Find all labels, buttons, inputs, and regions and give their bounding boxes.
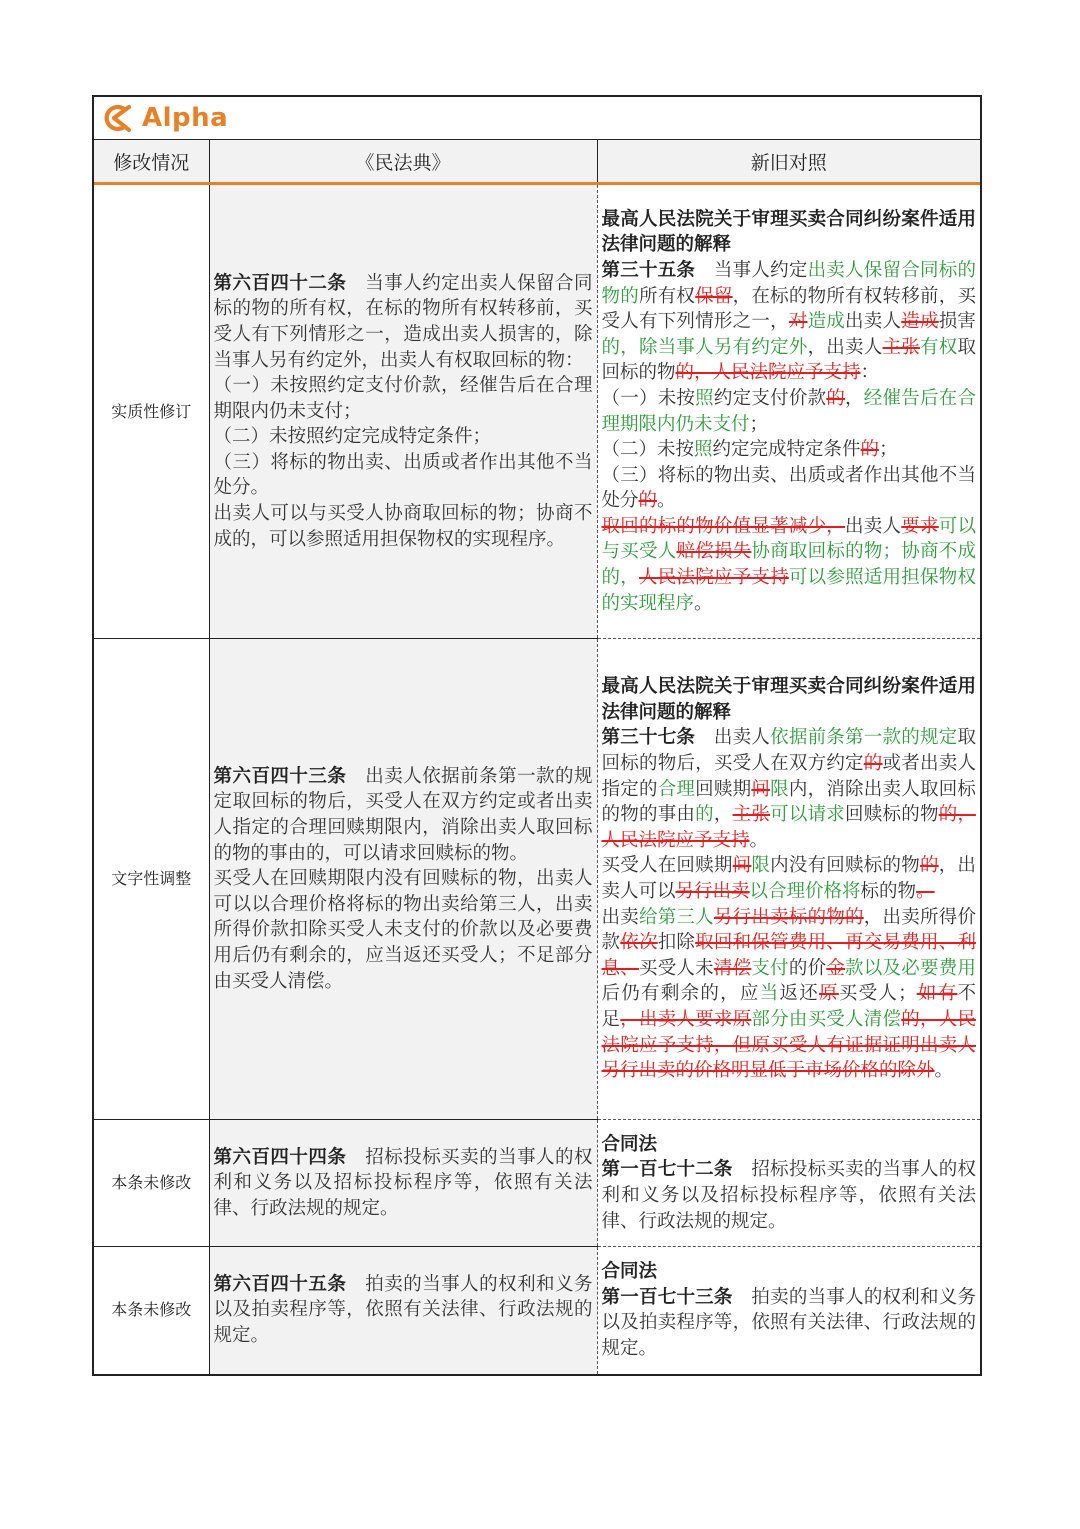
article-number: 第六百四十五条 xyxy=(213,1273,347,1295)
inserted-text: 经催告后在合理期限内仍未支付 xyxy=(601,387,976,435)
table-row xyxy=(94,1120,980,1247)
civil-paragraph: 第六百四十四条 招标投标买卖的当事人的权利和义务以及招标投标程序等，依照有关法律、行政法规的规定。 xyxy=(213,1146,593,1219)
deleted-text: 另行出卖标的物的 xyxy=(713,906,864,928)
status-cell: 文字性调整 xyxy=(94,639,209,1120)
unchanged-text: 返还 xyxy=(779,983,820,1005)
deleted-text: 原 xyxy=(819,983,839,1005)
deleted-text: 的 xyxy=(638,490,658,512)
deleted-text: 依次 xyxy=(620,932,658,954)
civil-code-cell xyxy=(209,184,597,639)
inserted-text: 照 xyxy=(694,439,713,461)
unchanged-text: 买受人在回赎期 xyxy=(601,855,733,877)
header-comparison: 新旧对照 xyxy=(597,140,980,184)
deleted-text: 主张 xyxy=(732,804,771,826)
deleted-text: 间 xyxy=(751,778,771,800)
inserted-text: 可以参照适用担保物权的实现程序 xyxy=(601,567,976,614)
deleted-text: 的 xyxy=(919,855,939,877)
inserted-text: 可以请求 xyxy=(770,804,846,826)
unchanged-text: 扣除 xyxy=(657,932,696,954)
civil-paragraph: 第六百四十三条 出卖人依据前条第一款的规定取回标的物后，买受人在双方约定或者出卖人指定的合理回赎期限内，消除出卖人取回标的物的事由的，可以请求回赎标的物。 xyxy=(213,765,593,864)
unchanged-text: 买受人； xyxy=(838,983,917,1005)
deleted-text: 的 xyxy=(863,753,883,775)
unchanged-text: 出卖人 xyxy=(713,727,771,749)
deleted-text: 赔偿损失 xyxy=(676,541,752,563)
unchanged-text: 。 xyxy=(657,490,676,512)
civil-code-cell xyxy=(209,1120,597,1247)
unchanged-text: 出卖 xyxy=(601,906,639,928)
deleted-text: ，出卖人要求原 xyxy=(620,1008,752,1030)
inserted-text: 给第三人 xyxy=(638,906,714,928)
comparison-paragraph xyxy=(602,437,977,463)
article-number: 第三十五条 xyxy=(601,259,696,281)
unchanged-text: 招标投标买卖的当事人的权利和义务以及招标投标程序等，依照有关法律、行政法规的规定。 xyxy=(601,1159,976,1232)
unchanged-text: 内没有回赎标的物 xyxy=(770,855,920,877)
deleted-text: 的 xyxy=(860,439,880,461)
status-cell: 本条未修改 xyxy=(94,1247,209,1374)
civil-paragraph: 买受人在回赎期限内没有回赎标的物，出卖人可以以合理价格将标的物出卖给第三人，出卖所得价款扣除买受人未支付的价款以及必要费用后仍有剩余的，应当返还买受人；不足部分由买受人清偿。 xyxy=(213,868,593,992)
source-law-title: 最高人民法院关于审理买卖合同纠纷案件适用法律问题的解释 xyxy=(601,208,976,256)
unchanged-text: ，在标的物所有权转移前，买受人有下列情形之一， xyxy=(601,285,976,333)
unchanged-text: 回赎标的物 xyxy=(845,804,939,826)
deleted-text: 清偿 xyxy=(713,957,752,979)
alpha-logo-icon xyxy=(102,103,132,133)
comparison-paragraph xyxy=(602,514,977,616)
inserted-text: 造成 xyxy=(807,311,846,333)
article-number: 第一百七十二条 xyxy=(601,1159,733,1181)
civil-paragraph: 第六百四十五条 拍卖的当事人的权利和义务以及拍卖程序等，依照有关法律、行政法规的规定。 xyxy=(213,1273,593,1347)
deleted-text: 间 xyxy=(732,855,752,877)
unchanged-text: 回赎期 xyxy=(695,778,752,800)
comparison-paragraph xyxy=(602,258,977,386)
source-law-title: 最高人民法院关于审理买卖合同纠纷案件适用法律问题的解释 xyxy=(601,676,976,723)
civil-code-cell xyxy=(209,1247,597,1374)
unchanged-text: 取回标的物 xyxy=(601,336,976,384)
article-number: 第六百四十四条 xyxy=(213,1146,347,1168)
table-row xyxy=(94,184,980,639)
deleted-text: 的，人民法院应予支持 xyxy=(601,804,976,851)
brand-name: Alpha xyxy=(142,103,229,133)
comparison-cell xyxy=(597,1247,980,1374)
article-number: 第三十七条 xyxy=(601,727,696,749)
source-law-title: 合同法 xyxy=(601,1261,658,1283)
inserted-text: 的，除当事人另有约定外 xyxy=(601,336,808,358)
unchanged-text: 。 xyxy=(749,829,769,851)
inserted-text: 以合理价格将 xyxy=(749,881,861,902)
comparison-paragraph xyxy=(602,905,977,1084)
inserted-text: 协商取回标的物；协商不成的， xyxy=(601,541,976,589)
civil-paragraph: （一）未按照约定支付价款，经催告后在合理期限内仍未支付； xyxy=(213,375,593,422)
unchanged-text: 损害 xyxy=(938,311,976,333)
unchanged-text: ， xyxy=(713,804,733,826)
civil-paragraph: 出卖人可以与买受人协商取回标的物；协商不成的，可以参照适用担保物权的实现程序。 xyxy=(213,503,593,550)
deleted-text: 取回的标的物价值显著减少， xyxy=(601,515,846,537)
comparison-table xyxy=(94,140,980,1374)
article-number: 第一百七十三条 xyxy=(601,1286,733,1308)
deleted-text: 对 xyxy=(788,311,808,333)
comparison-paragraph xyxy=(602,463,977,514)
comparison-cell xyxy=(597,184,980,639)
table-row xyxy=(94,639,980,1120)
unchanged-text: 取回标的物后，买受人在双方约定 xyxy=(601,727,976,775)
unchanged-text: ； xyxy=(879,439,898,461)
inserted-text: 出卖人保留合同标的物的 xyxy=(601,259,976,307)
unchanged-text: 。 xyxy=(934,1060,954,1082)
comparison-paragraph xyxy=(602,1285,977,1362)
unchanged-text: ，出卖人 xyxy=(807,336,883,358)
inserted-text: 的 xyxy=(695,804,714,826)
deleted-text: 如有 xyxy=(916,983,958,1005)
deleted-text: 的，人民法院应予支持 xyxy=(675,362,861,384)
inserted-text: 有权 xyxy=(919,336,958,358)
inserted-text: 款以及必要费用 xyxy=(845,957,976,979)
inserted-text: 可以与买受人 xyxy=(601,515,976,563)
unchanged-text: 后仍有剩余的，应 xyxy=(601,983,760,1005)
unchanged-text: 约定完成特定条件 xyxy=(712,439,861,461)
unchanged-text: 当事人约定 xyxy=(713,259,808,281)
unchanged-text: （一）未按 xyxy=(601,387,696,409)
inserted-text: 当 xyxy=(759,983,780,1005)
unchanged-text: ， xyxy=(845,387,864,409)
header-civil-code: 《民法典》 xyxy=(209,140,597,184)
civil-paragraph: （二）未按照约定完成特定条件； xyxy=(213,426,492,448)
comparison-paragraph xyxy=(602,1157,977,1234)
deleted-text: 。 xyxy=(916,881,935,902)
status-cell: 本条未修改 xyxy=(94,1120,209,1247)
inserted-text: 依据前条第一款的规定 xyxy=(770,727,958,749)
unchanged-text: 买受人未 xyxy=(638,957,714,979)
unchanged-text: 内，消除出卖人取回标的物的事由 xyxy=(601,778,976,826)
unchanged-text: ： xyxy=(860,362,880,384)
unchanged-text: 所有权 xyxy=(638,285,696,307)
deleted-text: 另行出卖 xyxy=(675,881,750,902)
unchanged-text: 出卖人 xyxy=(845,311,902,333)
inserted-text: 照 xyxy=(695,387,714,409)
table-header-row xyxy=(94,140,980,184)
unchanged-text: 约定支付价款 xyxy=(713,387,827,409)
unchanged-text: 不足 xyxy=(601,983,976,1030)
logo-bar xyxy=(94,97,980,140)
civil-paragraph: （三）将标的物出卖、出质或者作出其他不当处分。 xyxy=(213,451,593,499)
deleted-text: 的 xyxy=(826,387,846,409)
unchanged-text: 出卖人 xyxy=(845,515,902,537)
article-number: 第六百四十二条 xyxy=(213,272,347,294)
deleted-text: 造成 xyxy=(901,311,939,333)
unchanged-text: ； xyxy=(749,413,769,435)
comparison-paragraph xyxy=(602,386,977,437)
comparison-paragraph xyxy=(602,725,977,853)
unchanged-text: ，出卖人可以 xyxy=(601,855,976,902)
unchanged-text: 的价 xyxy=(788,957,827,979)
comparison-paragraph xyxy=(602,853,977,904)
deleted-text: 取回和保管费用、再交易费用、利息、 xyxy=(601,932,976,979)
comparison-cell xyxy=(597,639,980,1120)
deleted-text: 的，人民法院应予支持，但原买受人有证据证明出卖人另行出卖的价格明显低于市场价格的除外 xyxy=(601,1008,976,1082)
deleted-text: 金 xyxy=(826,957,846,979)
status-cell: 实质性修订 xyxy=(94,184,209,639)
unchanged-text: ，出卖所得价款 xyxy=(601,906,976,954)
unchanged-text: （二）未按 xyxy=(601,439,695,461)
civil-code-cell xyxy=(209,639,597,1120)
unchanged-text: 拍卖的当事人的权利和义务以及拍卖程序等，依照有关法律、行政法规的规定。 xyxy=(601,1286,976,1359)
deleted-text: 要求 xyxy=(901,515,939,537)
inserted-text: 部分由买受人清偿 xyxy=(751,1008,902,1030)
civil-paragraph: 第六百四十二条 当事人约定出卖人保留合同标的物的所有权，在标的物所有权转移前，买受人有下列情形之一，造成出卖人损害的，除当事人另有约定外，出卖人有权取回标的物： xyxy=(213,272,593,371)
source-law-title: 合同法 xyxy=(601,1133,658,1155)
inserted-text: 限 xyxy=(770,778,789,800)
inserted-text: 支付 xyxy=(751,957,789,979)
article-number: 第六百四十三条 xyxy=(213,765,347,787)
comparison-sheet xyxy=(92,95,982,1376)
unchanged-text: （三）将标的物出卖、出质或者作出其他不当处分 xyxy=(601,464,976,512)
unchanged-text: 。 xyxy=(694,592,713,614)
table-row xyxy=(94,1247,980,1374)
deleted-text: 主张 xyxy=(882,336,920,358)
unchanged-text: 标的物 xyxy=(860,881,917,902)
inserted-text: 限 xyxy=(751,855,771,877)
deleted-text: 保留 xyxy=(695,285,733,307)
unchanged-text: 或者出卖人指定的 xyxy=(601,753,976,800)
inserted-text: 合理 xyxy=(657,778,696,800)
comparison-cell xyxy=(597,1120,980,1247)
deleted-text: 人民法院应予支持 xyxy=(638,567,789,589)
header-status: 修改情况 xyxy=(94,140,209,184)
